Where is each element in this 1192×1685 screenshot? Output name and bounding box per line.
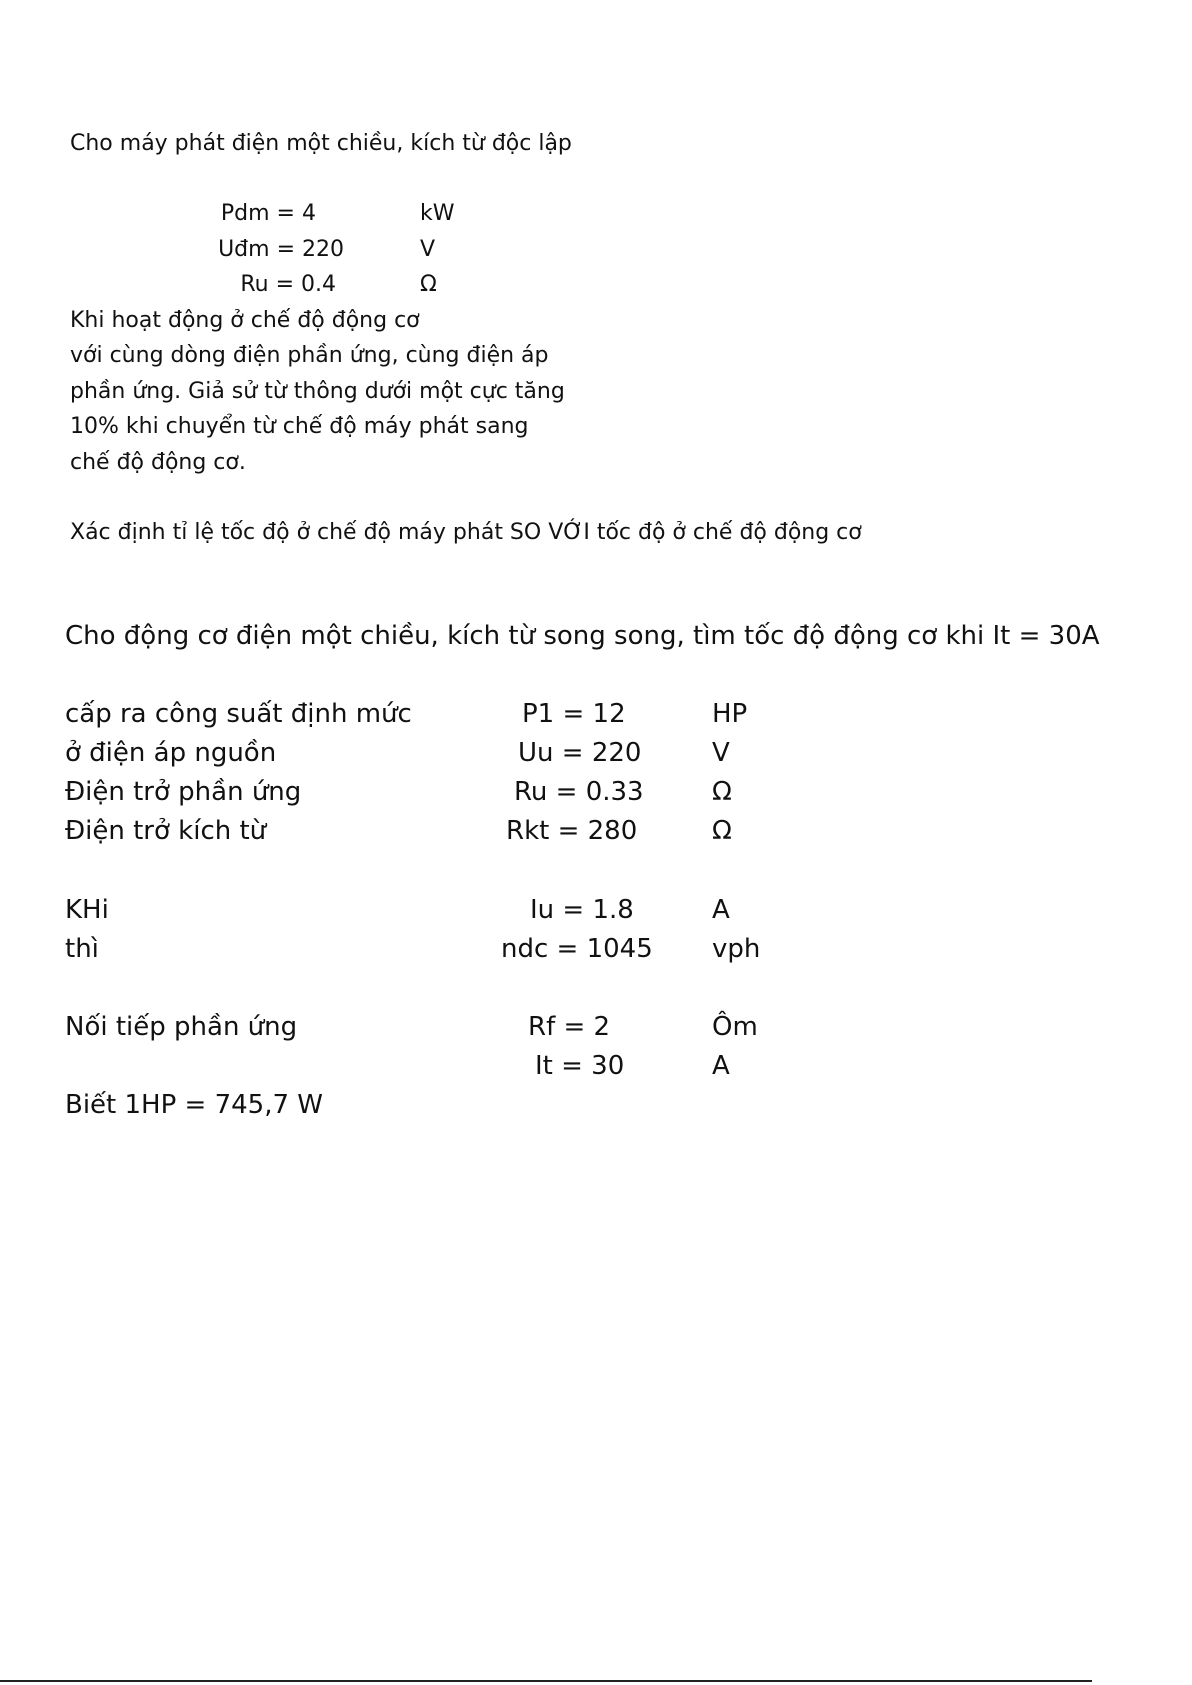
row-unit: A — [712, 895, 730, 925]
param-ru-unit: Ω — [420, 272, 437, 297]
description-line: phần ứng. Giả sử từ thông dưới một cực tăng — [70, 379, 565, 404]
row-desc: Điện trở kích từ — [65, 816, 267, 846]
row-param: It = 30 — [535, 1051, 625, 1081]
problem2-title: Cho động cơ điện một chiều, kích từ song song, tìm tốc độ động cơ khi It = 30A — [65, 621, 1100, 651]
description-line: Khi hoạt động ở chế độ động cơ — [70, 308, 420, 333]
row-unit: Ω — [712, 777, 732, 807]
param-pdm-label: Pdm = 4 — [220, 201, 316, 226]
problem1-question: Xác định tỉ lệ tốc độ ở chế độ máy phát SO VỚI tốc độ ở chế độ động cơ — [70, 520, 862, 545]
row-unit: V — [712, 738, 730, 768]
row-param: ndc = 1045 — [501, 934, 653, 964]
param-ru-label: Ru = 0.4 — [240, 272, 336, 297]
row-param: Rkt = 280 — [506, 816, 638, 846]
row-param: Iu = 1.8 — [530, 895, 634, 925]
row-param: Rf = 2 — [528, 1012, 611, 1042]
description-line: chế độ động cơ. — [70, 450, 246, 475]
row-desc: Nối tiếp phần ứng — [65, 1012, 298, 1042]
row-param: P1 = 12 — [522, 699, 626, 729]
bottom-divider — [0, 1680, 1092, 1682]
row-desc: ở điện áp nguồn — [65, 738, 277, 768]
problem1-intro: Cho máy phát điện một chiều, kích từ độc lập — [70, 131, 572, 156]
row-unit: Ôm — [712, 1012, 758, 1042]
row-param: Uu = 220 — [518, 738, 642, 768]
row-desc: Điện trở phần ứng — [65, 777, 302, 807]
row-unit: vph — [712, 934, 761, 964]
row-unit: A — [712, 1051, 730, 1081]
row-unit: HP — [712, 699, 748, 729]
row-desc: KHi — [65, 895, 109, 925]
description-line: 10% khi chuyển từ chế độ máy phát sang — [70, 414, 529, 439]
param-udm-unit: V — [420, 237, 436, 262]
row-unit: Ω — [712, 816, 732, 846]
problem2-note: Biết 1HP = 745,7 W — [65, 1090, 324, 1120]
row-param: Ru = 0.33 — [514, 777, 644, 807]
param-pdm-unit: kW — [420, 201, 455, 226]
description-line: với cùng dòng điện phần ứng, cùng điện áp — [70, 343, 549, 368]
param-udm-label: Uđm = 220 — [218, 237, 344, 262]
row-desc: cấp ra công suất định mức — [65, 699, 412, 729]
row-desc: thì — [65, 934, 99, 964]
